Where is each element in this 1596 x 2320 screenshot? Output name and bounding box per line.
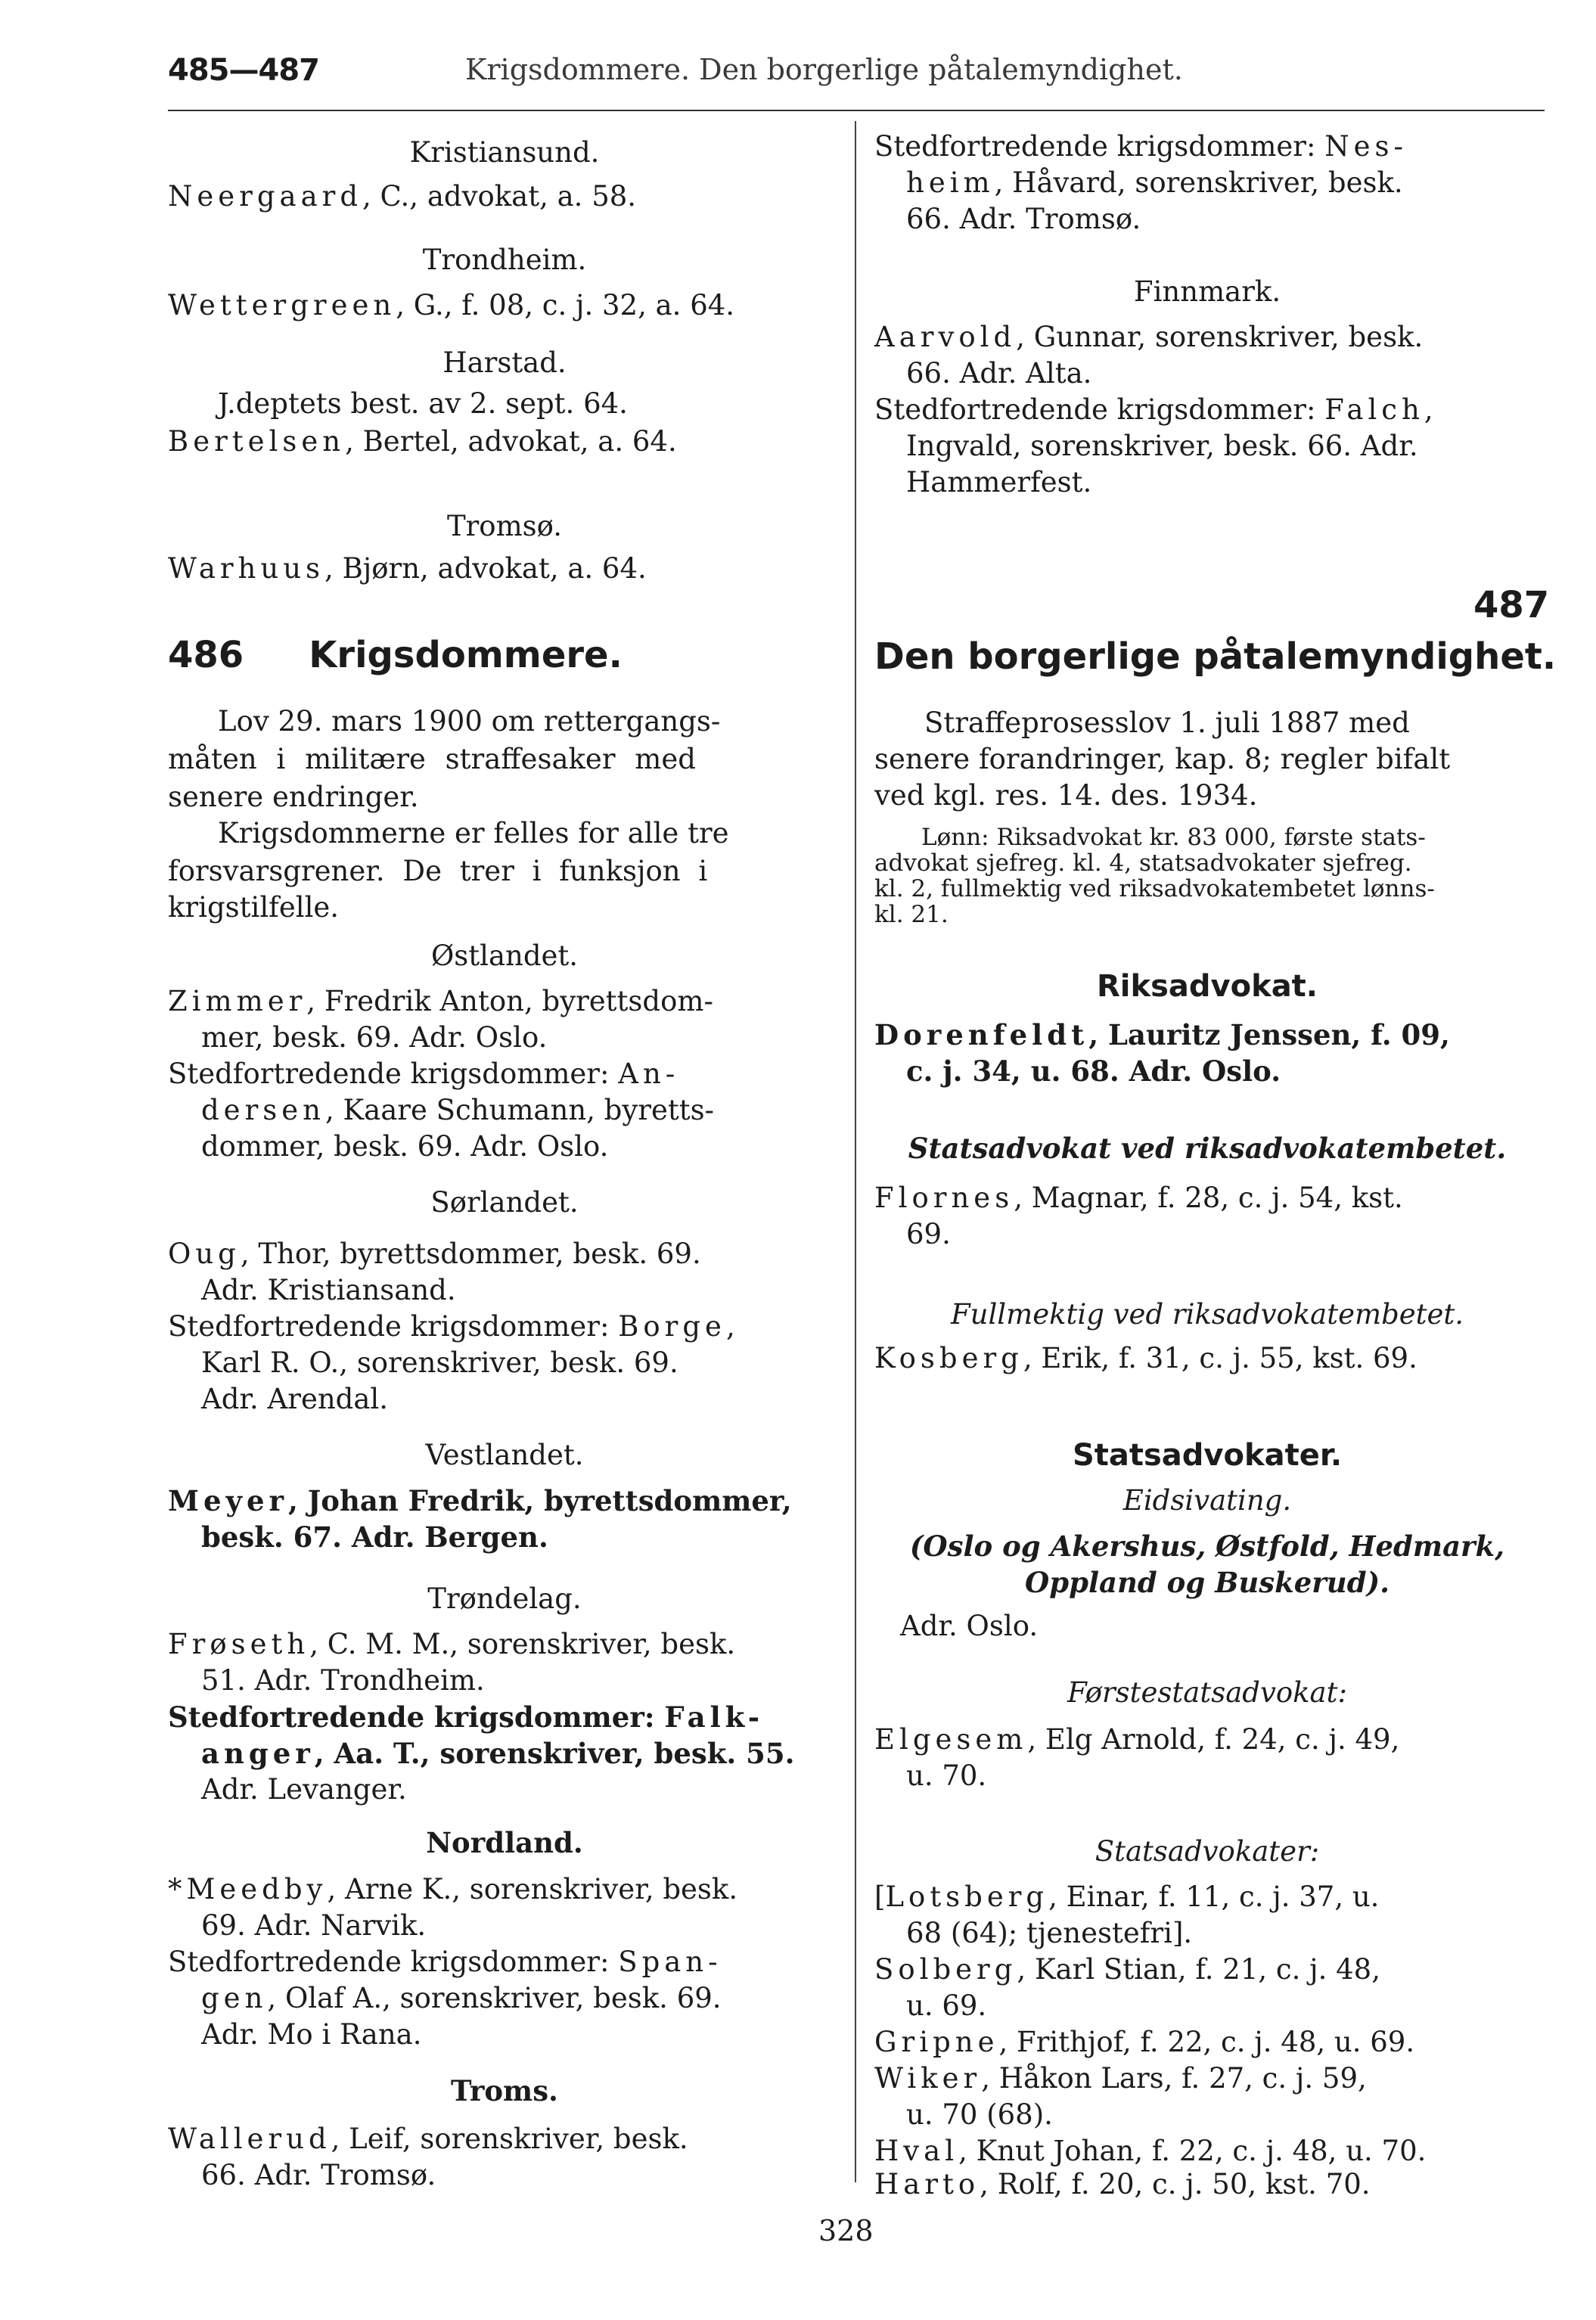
entry: Harto, Rolf, f. 20, c. j. 50, kst. 70. — [874, 2168, 1371, 2200]
page-range: 485—487 — [168, 53, 319, 88]
entry: Kosberg, Erik, f. 31, c. j. 55, kst. 69. — [874, 1342, 1417, 1374]
entry: Karl R. O., sorenskriver, besk. 69. — [201, 1346, 678, 1379]
entry: Wallerud, Leif, sorenskriver, besk. — [168, 2123, 688, 2155]
entry: besk. 67. Adr. Bergen. — [201, 1520, 548, 1554]
entry: Stedfortredende krigsdommer: Falch, — [874, 393, 1433, 426]
region-line: Oppland og Buskerud). — [1025, 1566, 1390, 1599]
heading-fullmektig: Fullmektig ved riksadvokatembetet. — [950, 1298, 1464, 1331]
entry: 66. Adr. Tromsø. — [906, 203, 1141, 235]
entry: Stedfortredende krigsdommer: Nes- — [874, 130, 1408, 163]
heading-ostlandet: Østlandet. — [430, 939, 579, 972]
section-487-number: 487 — [1473, 584, 1550, 626]
intro-line: Krigsdommerne er felles for alle tre — [218, 817, 729, 849]
heading-tromso: Tromsø. — [446, 510, 563, 542]
heading-vestlandet: Vestlandet. — [425, 1439, 584, 1471]
heading-nordland: Nordland. — [426, 1826, 583, 1859]
entry: 69. — [906, 1218, 951, 1250]
column-divider — [855, 121, 856, 2182]
entry: Stedfortredende krigsdommer: Falk- — [168, 1700, 765, 1734]
running-title: Krigsdommere. Den borgerlige påtalemyndighet. — [465, 53, 1183, 86]
intro-line: krigstilfelle. — [168, 891, 340, 924]
entry: Ingvald, sorenskriver, besk. 66. Adr. — [906, 430, 1418, 462]
entry: Hammerfest. — [906, 466, 1092, 498]
entry: Bertelsen, Bertel, advokat, a. 64. — [168, 425, 677, 458]
heading-statsadvokater-list: Statsadvokater: — [1095, 1835, 1320, 1868]
intro-line: Lov 29. mars 1900 om rettergangs- — [218, 705, 721, 738]
entry: Stedfortredende krigsdommer: Borge, — [168, 1310, 735, 1343]
entry: Frøseth, C. M. M., sorenskriver, besk. — [168, 1628, 736, 1660]
subheading-eidsivating: Eidsivating. — [1122, 1484, 1292, 1517]
entry: gen, Olaf A., sorenskriver, besk. 69. — [201, 1982, 722, 2014]
heading-sorlandet: Sørlandet. — [430, 1186, 579, 1219]
entry: u. 70. — [906, 1759, 987, 1792]
entry: Aarvold, Gunnar, sorenskriver, besk. — [874, 321, 1424, 353]
entry: Hval, Knut Johan, f. 22, c. j. 48, u. 70. — [874, 2135, 1427, 2167]
page-number: 328 — [818, 2214, 874, 2247]
entry: Elgesem, Elg Arnold, f. 24, c. j. 49, — [874, 1723, 1400, 1756]
entry: Dorenfeldt, Lauritz Jenssen, f. 09, — [874, 1018, 1450, 1051]
entry: 66. Adr. Alta. — [906, 357, 1092, 390]
entry: dommer, besk. 69. Adr. Oslo. — [201, 1130, 609, 1163]
entry: c. j. 34, u. 68. Adr. Oslo. — [906, 1054, 1281, 1088]
heading-trondelag: Trøndelag. — [427, 1582, 582, 1615]
entry: u. 69. — [906, 1989, 987, 2022]
entry: Zimmer, Fredrik Anton, byrettsdom- — [168, 985, 713, 1017]
heading-finnmark: Finnmark. — [1133, 275, 1281, 308]
heading-troms: Troms. — [451, 2074, 558, 2107]
entry: *Meedby, Arne K., sorenskriver, besk. — [168, 1873, 738, 1905]
heading-harstad: Harstad. — [442, 346, 567, 379]
entry: Adr. Mo i Rana. — [201, 2018, 422, 2051]
heading-statsadvokater: Statsadvokater. — [1072, 1438, 1343, 1473]
salary-line: kl. 21. — [874, 901, 949, 928]
region-line: (Oslo og Akershus, Østfold, Hedmark, — [909, 1530, 1505, 1563]
section-487-title: Den borgerlige påtalemyndighet. — [874, 635, 1557, 678]
entry: Meyer, Johan Fredrik, byrettsdommer, — [168, 1484, 792, 1517]
entry: [Lotsberg, Einar, f. 11, c. j. 37, u. — [874, 1881, 1380, 1913]
heading-statsadvokat-riks: Statsadvokat ved riksadvokatembetet. — [908, 1132, 1507, 1165]
section-486: 486 Krigsdommere. — [168, 634, 623, 676]
salary-line: kl. 2, fullmektig ved riksadvokatembetet lønns- — [874, 875, 1435, 902]
intro-line: senere endringer. — [168, 781, 419, 813]
entry: dersen, Kaare Schumann, byretts- — [201, 1094, 715, 1126]
entry: Solberg, Karl Stian, f. 21, c. j. 48, — [874, 1953, 1380, 1986]
entry: heim, Håvard, sorenskriver, besk. — [906, 166, 1403, 199]
entry: Adr. Kristiansand. — [201, 1274, 456, 1306]
intro-line: måten i militære straffesaker med — [168, 743, 696, 775]
entry: Gripne, Frithjof, f. 22, c. j. 48, u. 69. — [874, 2026, 1415, 2058]
entry: anger, Aa. T., sorenskriver, besk. 55. — [201, 1737, 795, 1770]
entry: Warhuus, Bjørn, advokat, a. 64. — [168, 552, 647, 585]
entry: 51. Adr. Trondheim. — [201, 1664, 485, 1697]
entry: Stedfortredende krigsdommer: Span- — [168, 1946, 722, 1978]
salary-line: Lønn: Riksadvokat kr. 83 000, første stats- — [921, 824, 1426, 851]
entry: u. 70 (68). — [906, 2098, 1053, 2131]
header-rule — [168, 110, 1545, 111]
entry: Adr. Arendal. — [201, 1383, 389, 1415]
heading-forstestatsadvokat: Førstestatsadvokat: — [1067, 1676, 1347, 1709]
entry: Stedfortredende krigsdommer: An- — [168, 1058, 680, 1090]
entry: mer, besk. 69. Adr. Oslo. — [201, 1021, 548, 1054]
salary-line: advokat sjefreg. kl. 4, statsadvokater sjefreg. — [874, 849, 1412, 877]
entry: Adr. Levanger. — [201, 1773, 407, 1806]
note: J.deptets best. av 2. sept. 64. — [218, 387, 628, 420]
entry: Oug, Thor, byrettsdommer, besk. 69. — [168, 1238, 701, 1270]
entry: Wettergreen, G., f. 08, c. j. 32, a. 64. — [168, 289, 735, 321]
entry: Flornes, Magnar, f. 28, c. j. 54, kst. — [874, 1182, 1403, 1214]
entry: Neergaard, C., advokat, a. 58. — [168, 180, 637, 213]
entry: 68 (64); tjenestefri]. — [906, 1917, 1193, 1949]
law-line: senere forandringer, kap. 8; regler bifalt — [874, 743, 1451, 775]
heading-riksadvokat: Riksadvokat. — [1096, 969, 1318, 1004]
entry: 66. Adr. Tromsø. — [201, 2159, 436, 2191]
heading-kristiansund: Kristiansund. — [409, 136, 600, 169]
entry: Wiker, Håkon Lars, f. 27, c. j. 59, — [874, 2062, 1367, 2095]
entry: 69. Adr. Narvik. — [201, 1909, 427, 1942]
address: Adr. Oslo. — [900, 1610, 1039, 1642]
intro-line: forsvarsgrener. De trer i funksjon i — [168, 855, 708, 887]
law-line: Straffeprosesslov 1. juli 1887 med — [924, 707, 1410, 739]
law-line: ved kgl. res. 14. des. 1934. — [874, 779, 1258, 812]
heading-trondheim: Trondheim. — [422, 244, 587, 276]
